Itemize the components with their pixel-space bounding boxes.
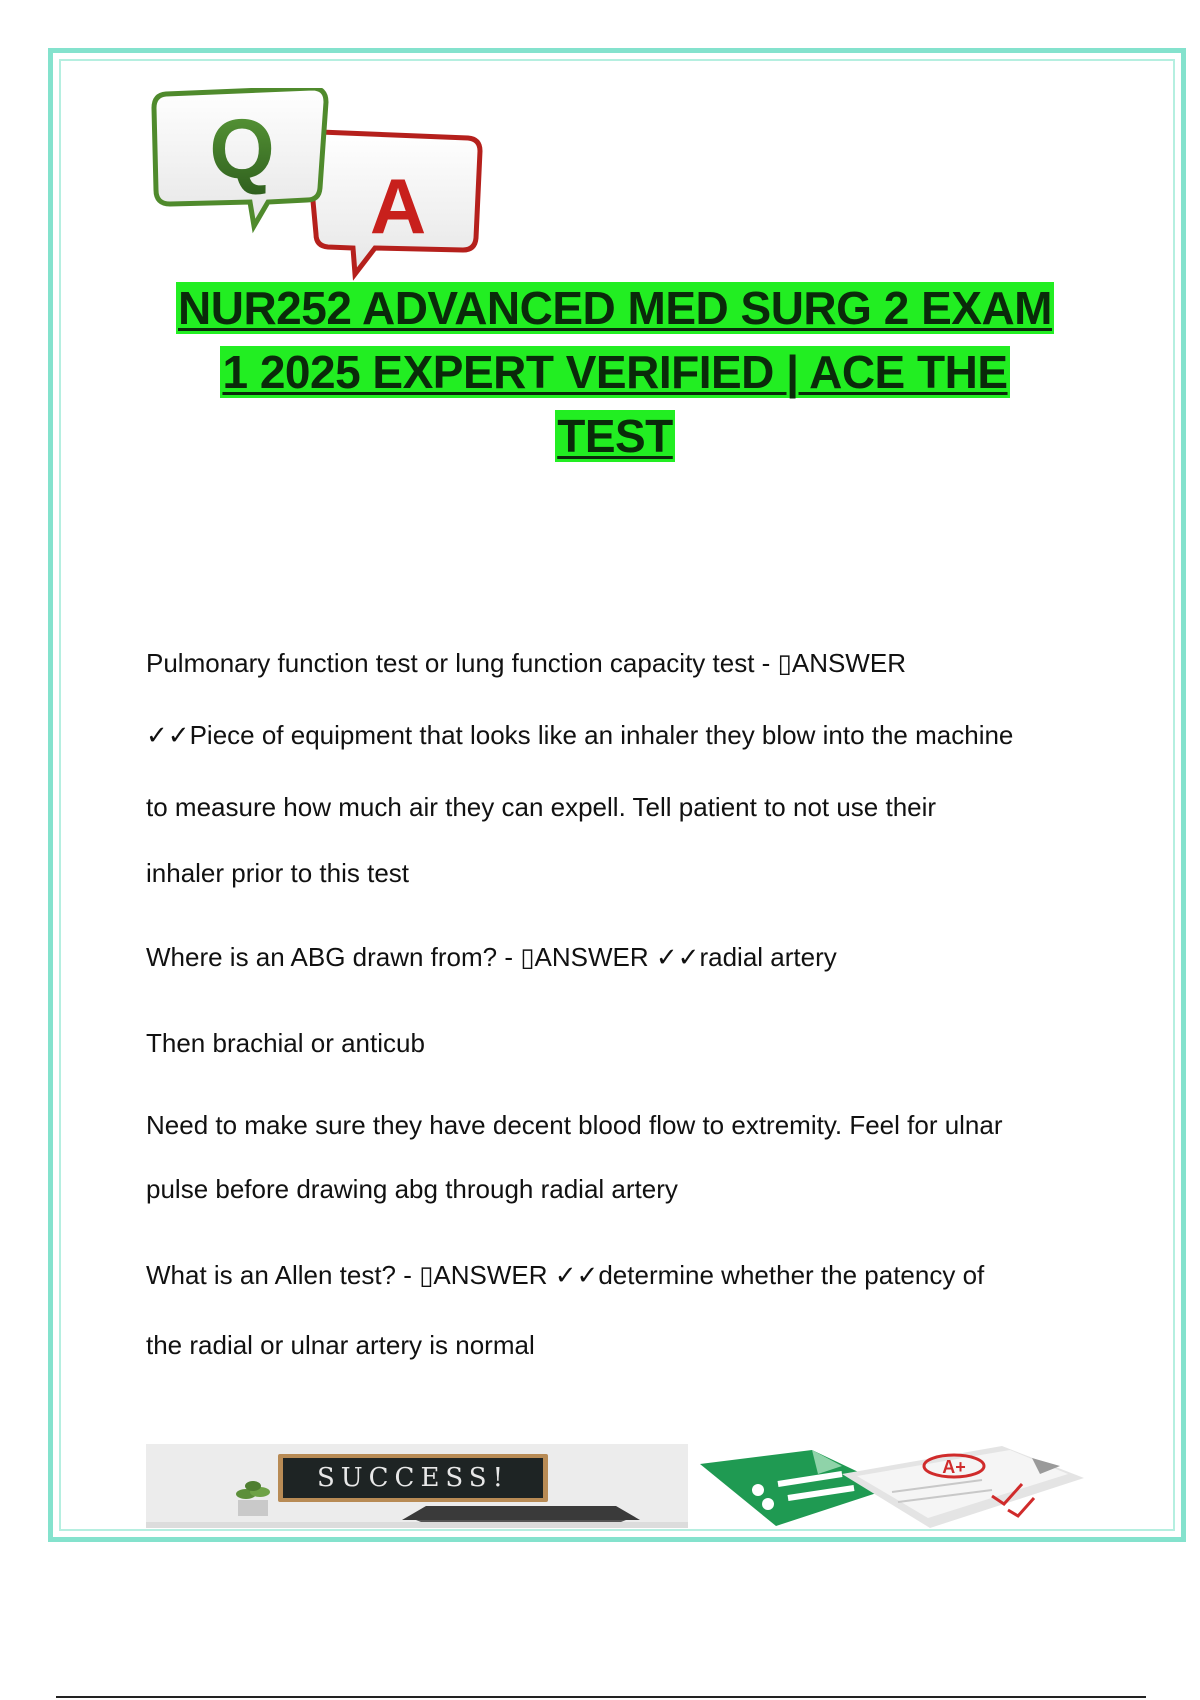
text-line: Where is an ABG drawn from? - ▯ANSWER ✓✓radial artery: [146, 942, 837, 972]
text-line: ✓✓Piece of equipment that looks like an inhaler they blow into the machine: [146, 720, 1014, 750]
text-line: to measure how much air they can expell. Tell patient to not use their: [146, 792, 937, 822]
page-divider: [56, 1696, 1146, 1698]
success-banner-image: [146, 1444, 688, 1528]
text-line: Pulmonary function test or lung function capacity test - ▯ANSWER: [146, 648, 906, 678]
graded-test-image: [692, 1444, 1084, 1528]
qa-logo: [150, 88, 485, 283]
text-line: Then brachial or anticub: [146, 1028, 425, 1058]
chalkboard-text: SUCCESS!: [316, 1463, 510, 1493]
document-title: [140, 282, 1090, 474]
text-line: the radial or ulnar artery is normal: [146, 1330, 535, 1360]
text-line: pulse before drawing abg through radial artery: [146, 1174, 678, 1204]
text-line: What is an Allen test? - ▯ANSWER ✓✓determine whether the patency of: [146, 1260, 985, 1290]
title-line-2: 1 2025 EXPERT VERIFIED | ACE THE: [222, 346, 1008, 398]
a-letter: A: [369, 162, 427, 250]
title-line-1: NUR252 ADVANCED MED SURG 2 EXAM: [178, 282, 1052, 334]
grade-text: A+: [942, 1457, 966, 1477]
laptop-icon: [402, 1506, 640, 1524]
text-line: inhaler prior to this test: [146, 858, 410, 888]
q-letter: Q: [209, 102, 275, 196]
text-line: Need to make sure they have decent blood flow to extremity. Feel for ulnar: [146, 1110, 1003, 1140]
title-line-3: TEST: [557, 410, 673, 462]
